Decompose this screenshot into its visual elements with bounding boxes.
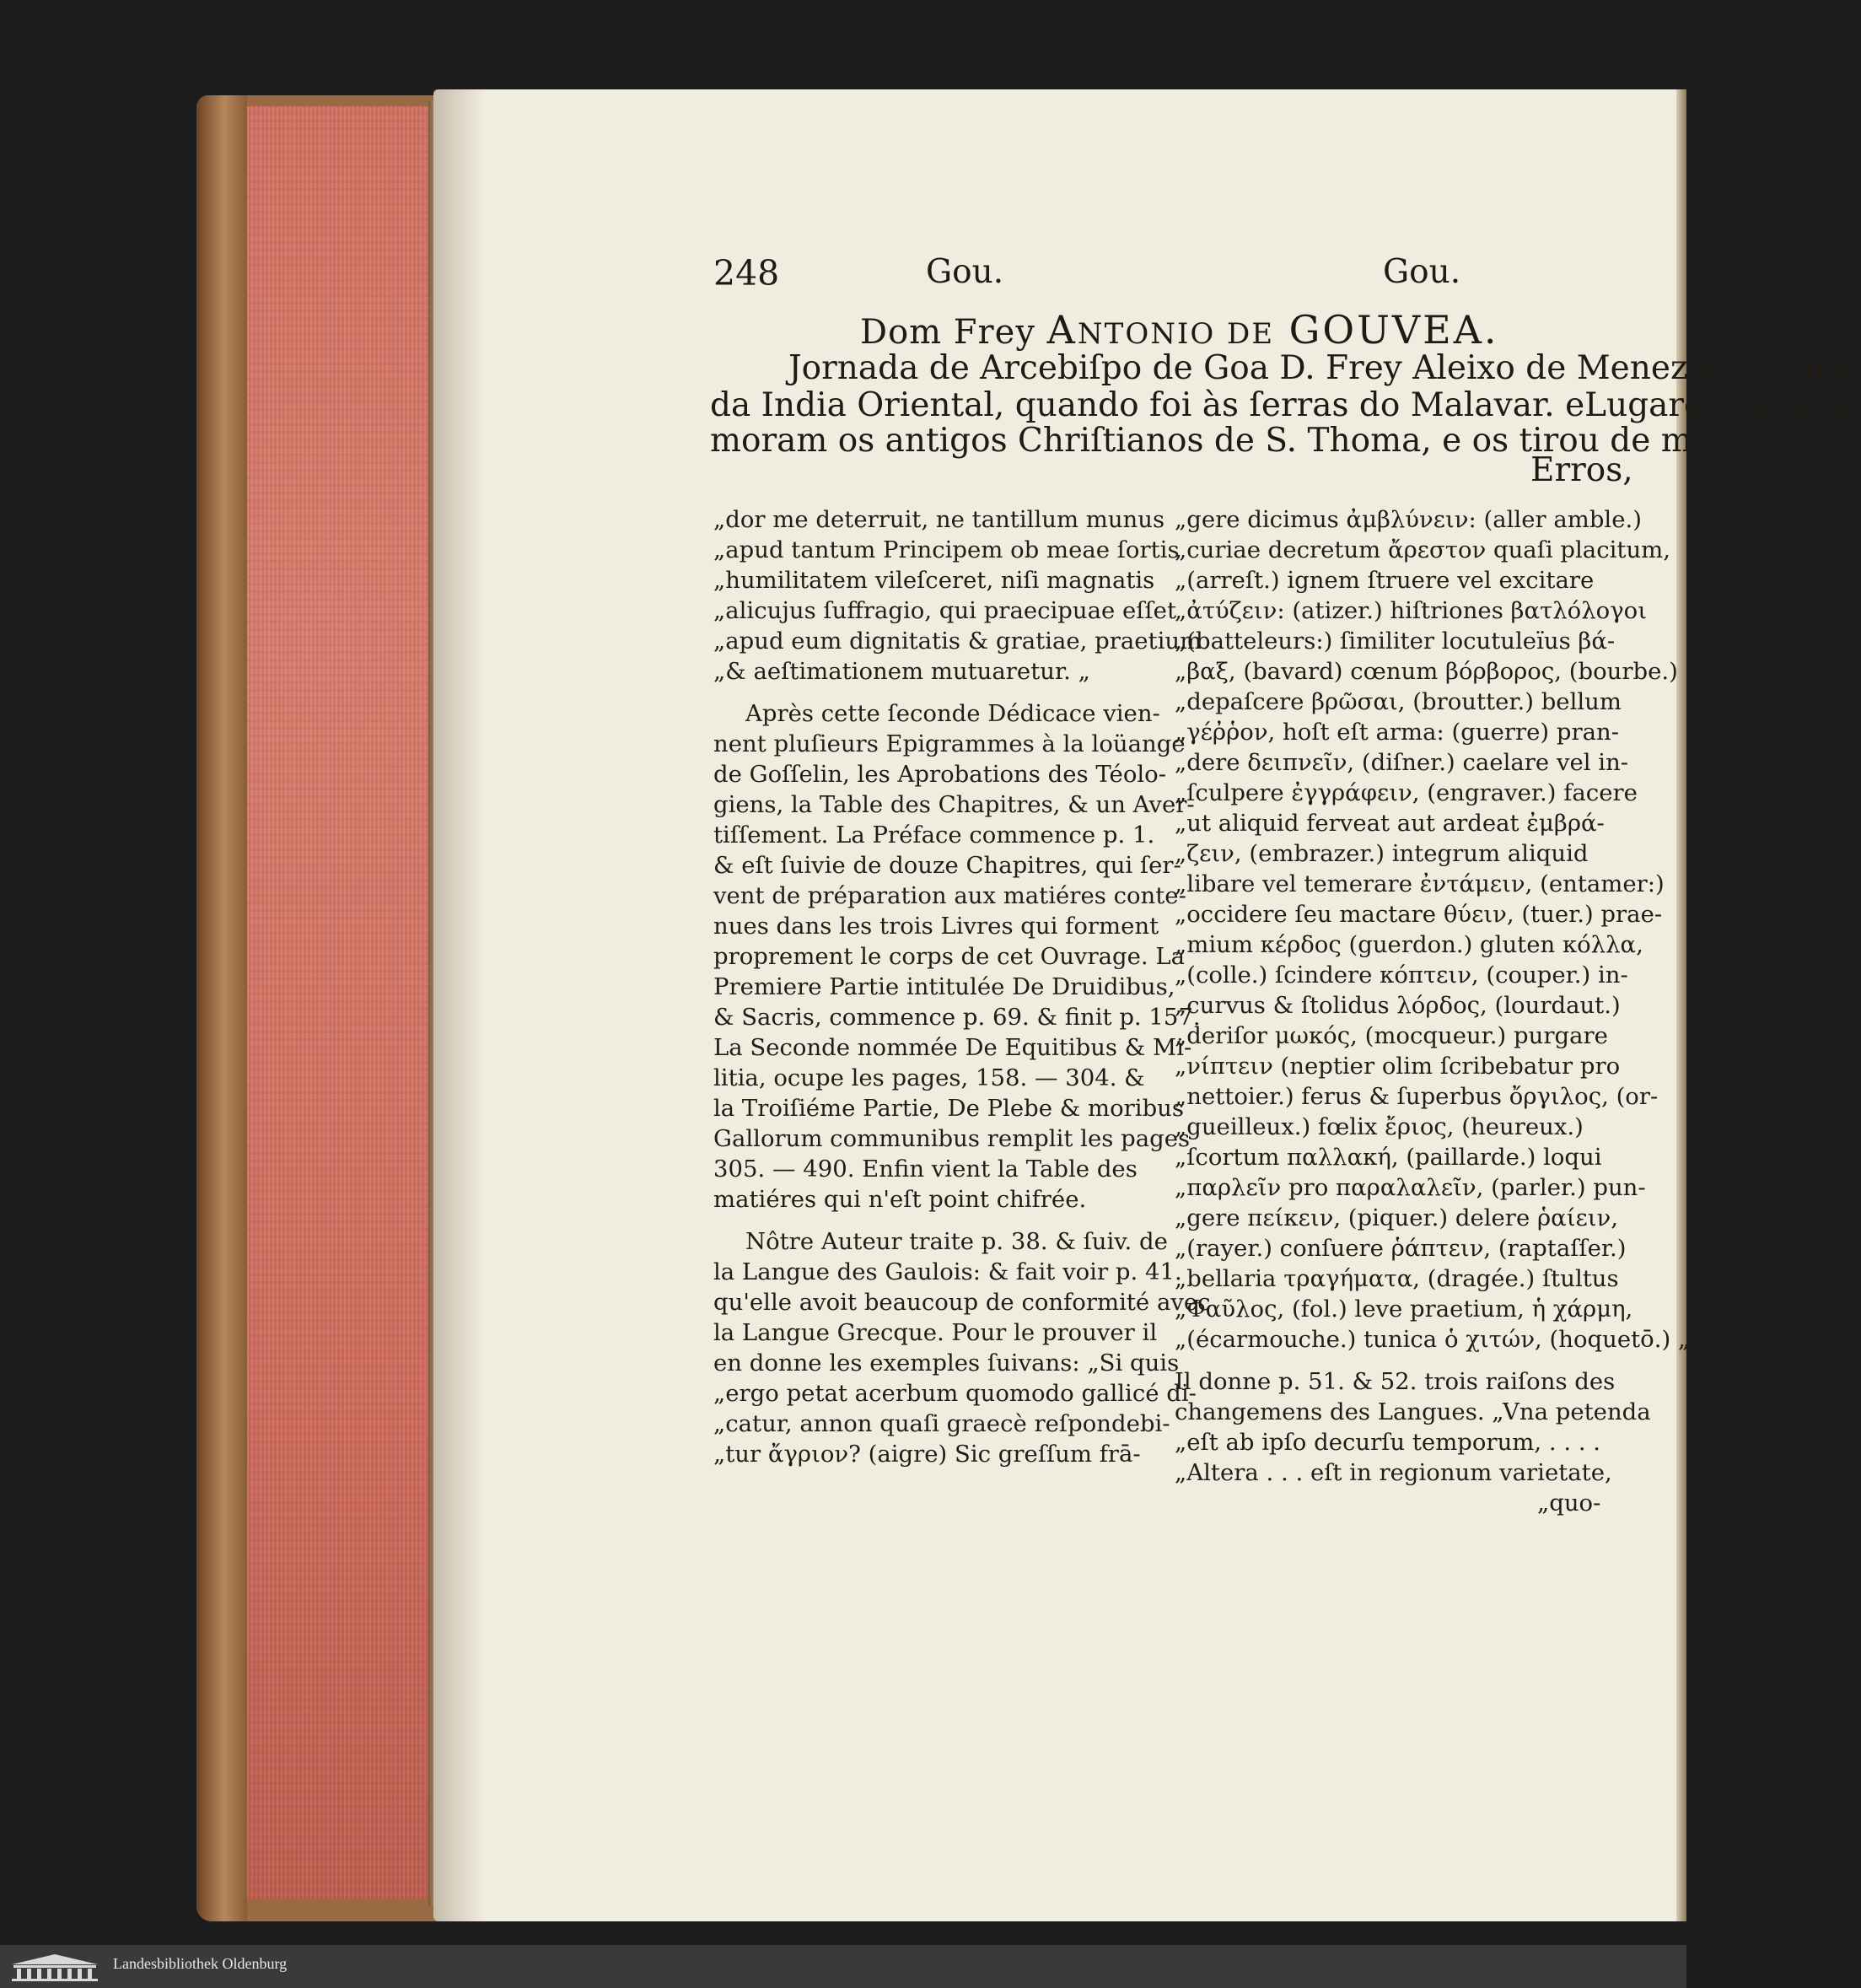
library-building-icon: [8, 1953, 101, 1981]
page-shadow: [433, 89, 484, 1921]
text-line: „νίπτειν (neptier olim ſcribebatur pro: [1175, 1053, 1621, 1080]
text-line: „curiae decretum ἄρεστον quaſi placitum,: [1175, 536, 1670, 563]
text-line: „& aeſtimationem mutuaretur. „: [713, 658, 1090, 685]
text-line: „bellaria τραγήματα, (dragée.) ſtultus: [1175, 1265, 1619, 1292]
paragraph-reasons: [1175, 1366, 1690, 1518]
text-line: „quo-: [1537, 1490, 1601, 1517]
text-line: „(arreſt.) ignem ſtruere vel excitare: [1175, 567, 1595, 594]
subtitle-line: Jornada de Arcebiſpo de Goa D. Frey Aleixo de Menezes, Primas: [788, 349, 1861, 387]
text-line: & Sacris, commence p. 69. & finit p. 157.: [713, 1004, 1201, 1031]
text-line: giens, la Table des Chapitres, & un Aver-: [713, 791, 1195, 818]
text-line: „Altera . . . eſt in regionum varietate,: [1175, 1459, 1612, 1486]
subtitle-line: moram os antigos Chriſtianos de S. Thoma, e os tirou de muitos: [710, 422, 1774, 460]
text-line: „γέῤῥον, hoſt eſt arma: (guerre) pran-: [1175, 719, 1620, 746]
page-number: 248: [713, 253, 780, 294]
text-line: „eſt ab ipſo decurſu temporum, . . . .: [1175, 1429, 1601, 1456]
subtitle-line: da India Oriental, quando foi às ſerras do Malavar. eLugares em que: [710, 386, 1854, 424]
text-line: Après cette ſeconde Dédicace vien-: [745, 700, 1160, 727]
paragraph-language: [713, 1226, 1211, 1469]
text-line: „mium κέρδος (guerdon.) gluten κόλλα,: [1175, 931, 1643, 958]
subtitle-line: Erros,: [1530, 451, 1633, 489]
text-line: nent pluſieurs Epigrammes à la loüange: [713, 730, 1186, 757]
text-line: „tur ἄγριον? (aigre) Sic greſſum frā-: [713, 1441, 1141, 1468]
text-line: „ſcortum παλλακή, (paillarde.) loqui: [1175, 1144, 1602, 1171]
text-line: „ἀτύζειν: (atizer.) hiſtriones βατλόλογοι: [1175, 597, 1647, 624]
text-line: changemens des Langues. „Vna petenda: [1175, 1398, 1651, 1425]
text-line: „gere πείκειν, (piquer.) delere ῥαίειν,: [1175, 1204, 1618, 1231]
left-text-column: [713, 504, 1211, 1469]
text-line: „gueilleux.) fœlix ἔριος, (heureux.): [1175, 1113, 1584, 1140]
paragraph-dedication: [713, 698, 1211, 1215]
text-line: „occidere ſeu mactare θύειν, (tuer.) prae-: [1175, 901, 1663, 928]
text-line: „libare vel temerare ἐντάμειν, (entamer:): [1175, 870, 1665, 897]
text-line: „humilitatem vileſceret, niſi magnatis: [713, 567, 1155, 594]
text-line: „ut aliquid ferveat aut ardeat ἐμβρά-: [1175, 810, 1605, 837]
running-header-right: Gou.: [1383, 253, 1461, 291]
text-line: en donne les exemples ſuivans: „Si quis: [713, 1350, 1180, 1377]
text-line: Il donne p. 51. & 52. trois raiſons des: [1175, 1368, 1616, 1395]
text-line: tiſſement. La Préface commence p. 1.: [713, 822, 1155, 849]
text-line: „deriſor μωκός, (mocqueur.) purgare: [1175, 1022, 1608, 1049]
text-line: „(rayer.) conſuere ῥάπτειν, (raptaſſer.): [1175, 1235, 1627, 1262]
text-line: & eſt ſuivie de douze Chapitres, qui ſer-: [713, 852, 1181, 879]
text-line: matiéres qui n'eſt point chifrée.: [713, 1186, 1087, 1213]
text-line: „depaſcere βρῶσαι, (broutter.) bellum: [1175, 688, 1622, 715]
text-line: „curvus & ſtolidus λόρδος, (lourdaut.): [1175, 992, 1621, 1019]
text-line: „παρλεῖν pro παραλαλεῖν, (parler.) pun-: [1175, 1174, 1646, 1201]
book-spine-edge: [196, 95, 247, 1921]
text-line: Gallorum communibus remplit les pages: [713, 1125, 1191, 1152]
text-line: „ζειν, (embrazer.) integrum aliquid: [1175, 840, 1589, 867]
text-line: „alicujus ſuffragio, qui praecipuae eſſet: [713, 597, 1176, 624]
text-line: nues dans les trois Livres qui forment: [713, 913, 1159, 940]
text-line: „gere dicimus ἀμβλύνειν: (aller amble.): [1175, 506, 1642, 533]
page-block-red-edges: [247, 106, 428, 1899]
text-line: la Langue des Gaulois: & fait voir p. 41.: [713, 1258, 1182, 1285]
entry-title: Dom Frey ANTONIO DE GOUVEA.: [860, 307, 1499, 353]
text-line: „(colle.) ſcindere κόπτειν, (couper.) in-: [1175, 962, 1628, 989]
text-line: 305. — 490. Enfin vient la Table des: [713, 1156, 1138, 1183]
text-line: „apud eum dignitatis & gratiae, praetium: [713, 628, 1202, 655]
text-line: „Φαῦλος, (fol.) leve praetium, ἡ χάρμη,: [1175, 1296, 1633, 1323]
text-line: de Goſſelin, les Aprobations des Téolo-: [713, 761, 1167, 788]
text-line: Premiere Partie intitulée De Druidibus,: [713, 973, 1175, 1000]
text-line: vent de préparation aux matiéres conte-: [713, 882, 1186, 909]
text-line: la Langue Grecque. Pour le prouver il: [713, 1319, 1158, 1346]
text-line: „dere δειπνεῖν, (diſner.) caelare vel in-: [1175, 749, 1629, 776]
library-name: Landesbibliothek Oldenburg: [113, 1955, 288, 1972]
text-line: „dor me deterruit, ne tantillum munus: [713, 506, 1165, 533]
running-header-left: Gou.: [926, 253, 1004, 291]
text-line: La Seconde nommée De Equitibus & Mi-: [713, 1034, 1192, 1061]
paragraph-quote: [713, 504, 1211, 687]
text-line: „ſculpere ἐγγράφειν, (engraver.) facere: [1175, 779, 1638, 806]
text-line: Nôtre Auteur traite p. 38. & ſuiv. de: [745, 1228, 1168, 1255]
text-line: qu'elle avoit beaucoup de conformité avec: [713, 1289, 1211, 1316]
paragraph-greek-examples: [1175, 504, 1690, 1355]
text-line: „(écarmouche.) tunica ὁ χιτών, (hoquetō.) „: [1175, 1326, 1691, 1353]
text-line: „catur, annon quaſi graecè reſpondebi-: [713, 1410, 1170, 1437]
text-line: la Troiſiéme Partie, De Plebe & moribus: [713, 1095, 1185, 1122]
text-line: litia, ocupe les pages, 158. — 304. &: [713, 1064, 1145, 1091]
text-line: „apud tantum Principem ob meae ſortis: [713, 536, 1180, 563]
text-line: „βαξ, (bavard) cœnum βόρβορος, (bourbe.): [1175, 658, 1678, 685]
right-text-column: [1175, 504, 1690, 1518]
text-line: „ergo petat acerbum quomodo gallicé di-: [713, 1380, 1197, 1407]
text-line: „nettoier.) ferus & ſuperbus ὄργιλος, (or-: [1175, 1083, 1659, 1110]
text-line: „(batteleurs:) ſimiliter locutuleïus βά-: [1175, 628, 1616, 655]
text-line: proprement le corps de cet Ouvrage. La: [713, 943, 1185, 970]
